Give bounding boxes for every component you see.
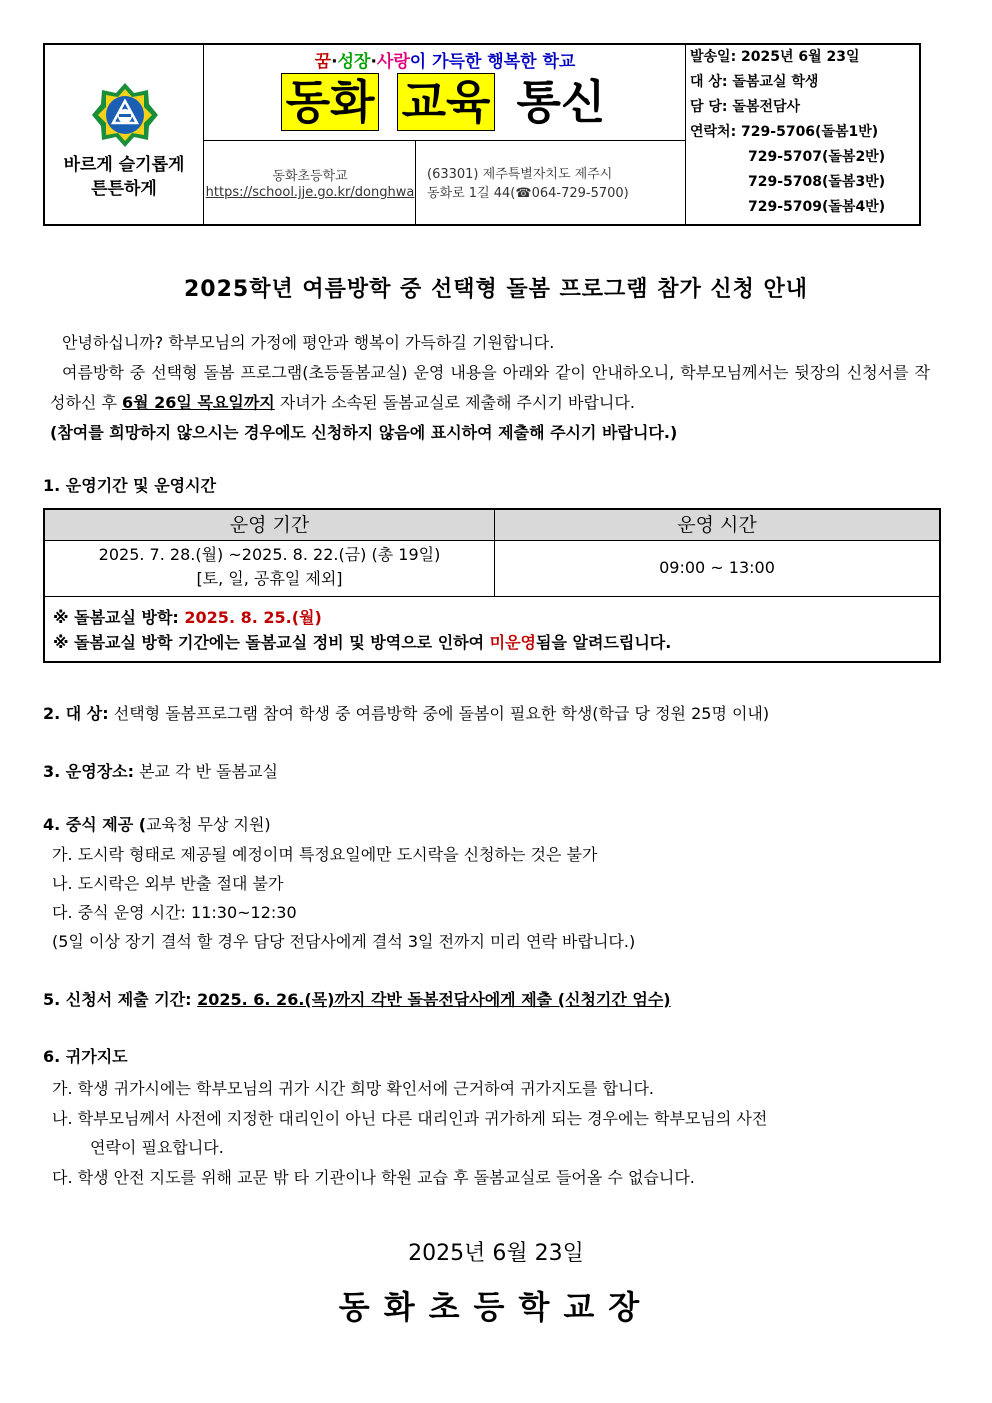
intro-paragraph <box>50 358 930 418</box>
lunch-item: 가. 도시락 형태로 제공될 예정이며 특정요일에만 도시락을 신청하는 것은 불가 <box>52 845 598 864</box>
slogan-part: 꿈 <box>314 52 332 72</box>
title-word-gyoyuk: 교육 <box>397 73 496 131</box>
closure-highlight: 미운영 <box>489 633 537 652</box>
issue-manager: 담 당: 돌봄전담사 <box>690 99 801 115</box>
contact-number: 729-5706(돌봄1반) <box>741 124 879 140</box>
school-motto <box>45 153 203 201</box>
operation-period <box>45 543 494 591</box>
section-6-heading: 6. 귀가지도 <box>43 1047 128 1066</box>
school-url-link[interactable]: https://school.jje.go.kr/donghwa <box>205 185 415 200</box>
intro-greeting: 안녕하십니까? 학부모님의 가정에 평안과 행복이 가득하길 기원합니다. <box>62 333 555 352</box>
contact-number: 729-5709(돌봄4반) <box>748 199 886 215</box>
closure-text: ※ 돌봄교실 방학 기간에는 돌봄교실 정비 및 방역으로 인하여 <box>53 633 490 652</box>
newsletter-title <box>205 73 685 137</box>
slogan-part: · <box>370 52 377 72</box>
school-slogan <box>205 47 685 72</box>
address-line-1: (63301) 제주특별자치도 제주시 <box>427 167 613 182</box>
slogan-part: 이 가득한 행복한 학교 <box>409 52 576 72</box>
motto-line-2: 튼튼하게 <box>91 179 157 199</box>
submission-deadline: 6월 26일 목요일까지 <box>122 393 275 412</box>
intro-notice: (참여를 희망하지 않으시는 경우에도 신청하지 않음에 표시하여 제출해 주시기 바랍니다.) <box>50 423 678 442</box>
contact-number: 729-5708(돌봄3반) <box>748 174 886 190</box>
schedule-notes <box>45 596 939 652</box>
section-5 <box>43 986 671 1014</box>
vacation-label: ※ 돌봄교실 방학: <box>53 608 185 627</box>
section-4 <box>43 811 271 839</box>
lunch-item: 나. 도시락은 외부 반출 절대 불가 <box>52 874 284 893</box>
intro-text: 자녀가 소속된 돌봄교실로 제출해 주시기 바랍니다. <box>274 393 635 412</box>
closure-text: 됨을 알려드립니다. <box>536 633 672 652</box>
school-name: 동화초등학교 <box>272 169 348 184</box>
homecoming-item-cont: 연락이 필요합니다. <box>90 1138 224 1157</box>
section-3-text: 본교 각 반 돌봄교실 <box>134 762 279 781</box>
section-1-heading: 1. 운영기간 및 운영시간 <box>43 476 217 495</box>
school-emblem-icon <box>91 81 159 149</box>
column-header-period: 운영 기간 <box>229 514 310 536</box>
vacation-note <box>53 605 322 631</box>
title-word-donghwa: 동화 <box>281 73 380 131</box>
section-3-label: 3. 운영장소: <box>43 762 135 781</box>
issue-target: 대 상: 돌봄교실 학생 <box>690 74 819 90</box>
lunch-note: (5일 이상 장기 결석 할 경우 담당 전담사에게 결석 3일 전까지 미리 연락 바랍니다.) <box>52 932 636 951</box>
section-3 <box>43 758 278 786</box>
section-2-label: 2. 대 상: <box>43 704 109 723</box>
schedule-table <box>43 508 941 663</box>
slogan-part: 사랑 <box>376 52 410 72</box>
section-2 <box>43 700 769 728</box>
homecoming-item: 가. 학생 귀가시에는 학부모님의 귀가 시간 희망 확인서에 근거하여 귀가지도를 합니다. <box>52 1079 654 1098</box>
document-title: 2025학년 여름방학 중 선택형 돌봄 프로그램 참가 신청 안내 <box>183 277 809 302</box>
column-header-time: 운영 시간 <box>677 514 757 536</box>
school-address <box>427 165 683 203</box>
contact-number: 729-5707(돌봄2반) <box>748 149 886 165</box>
lunch-item: 다. 중식 운영 시간: 11:30~12:30 <box>52 903 297 922</box>
footer-date: 2025년 6월 23일 <box>408 1241 584 1266</box>
section-2-text: 선택형 돌봄프로그램 참여 학생 중 여름방학 중에 돌봄이 필요한 학생(학급 당 정원 25명 이내) <box>108 704 770 723</box>
issue-info <box>690 45 920 220</box>
section-4-text: 교육청 무상 지원) <box>146 815 271 834</box>
section-4-label: 4. 중식 제공 ( <box>43 815 147 834</box>
period-dates: 2025. 7. 28.(월) ~2025. 8. 22.(금) (총 19일) <box>98 545 441 564</box>
vacation-date: 2025. 8. 25.(월) <box>184 608 322 627</box>
title-word-tongsin: 통신 <box>516 75 606 129</box>
period-exclusion: [토, 일, 공휴일 제외] <box>196 569 343 588</box>
contact-label: 연락처: <box>690 124 737 140</box>
closure-note <box>53 630 671 656</box>
section-5-text: 2025. 6. 26.(목)까지 각반 돌봄전담사에게 제출 (신청기간 엄수) <box>197 990 671 1009</box>
slogan-part: · <box>331 52 338 72</box>
slogan-part: 성장 <box>337 52 371 72</box>
operation-time: 09:00 ~ 13:00 <box>659 558 775 577</box>
contact-row <box>690 120 920 145</box>
address-line-2: 동화로 1길 44(☎064-729-5700) <box>427 186 629 201</box>
section-5-label: 5. 신청서 제출 기간: <box>43 990 198 1009</box>
homecoming-item: 다. 학생 안전 지도를 위해 교문 밖 타 기관이나 학원 교습 후 돌봄교실로 들어올 수 없습니다. <box>52 1168 695 1187</box>
newsletter-header <box>43 43 921 226</box>
intro-text: 여름방학 중 선택형 돌봄 프로그램(초등돌봄교실) 운영 내용을 아래와 같이 안내하오니, 학부모님께서는 뒷장의 신청서를 작성하신 후 <box>50 363 930 412</box>
issue-date: 발송일: 2025년 6월 23일 <box>690 49 860 65</box>
motto-line-1: 바르게 슬기롭게 <box>63 155 185 175</box>
homecoming-item: 나. 학부모님께서 사전에 지정한 대리인이 아닌 다른 대리인과 귀가하게 되는 경우에는 학부모님의 사전 <box>52 1109 768 1128</box>
principal-signature: 동화초등학교장 <box>338 1288 654 1326</box>
logo-cell <box>45 45 203 224</box>
